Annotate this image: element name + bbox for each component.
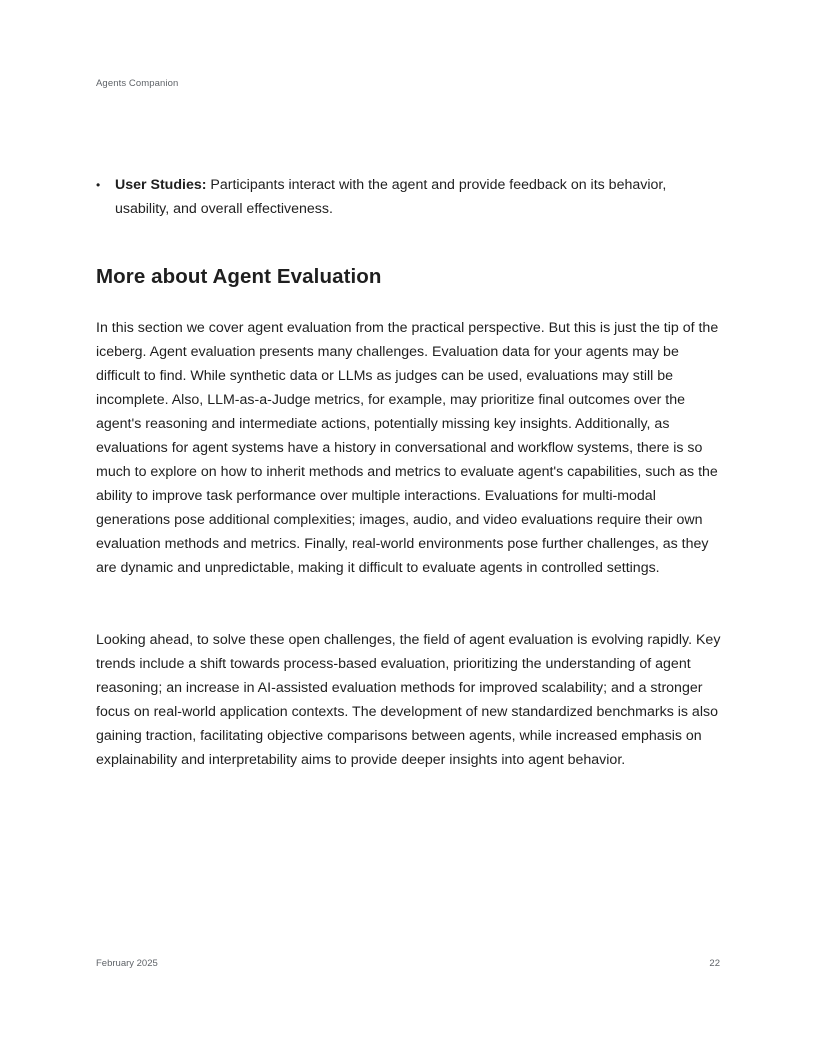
running-header: Agents Companion <box>96 78 179 89</box>
page-number: 22 <box>709 958 720 969</box>
body-paragraph-1: In this section we cover agent evaluation from the practical perspective. But this is just the tip of the iceberg. Agent evaluation presents many challenges. Evaluation data for your agents may be difficult to find. While synthetic data or LLMs as judges can be used, evaluations may still be incomplete. Also, LLM-as-a-Judge metrics, for example, may prioritize final outcomes over the agent's reasoning and intermediate actions, potentially missing key insights. Additionally, as evaluations for agent systems have a history in conversational and workflow systems, there is so much to explore on how to inherit methods and metrics to evaluate agent's capabilities, such as the ability to improve task performance over multiple interactions. Evaluations for multi-modal generations pose additional complexities; images, audio, and video evaluations require their own evaluation methods and metrics. Finally, real-world environments pose further challenges, as they are dynamic and unpredictable, making it difficult to evaluate agents in controlled settings. <box>96 320 719 576</box>
body-paragraph-2: Looking ahead, to solve these open challenges, the field of agent evaluation is evolving rapidly. Key trends include a shift towards process-based evaluation, prioritizing the understanding of agent reasoning; an increase in AI-assisted evaluation methods for improved scalability; and a stronger focus on real-world application contexts. The development of new standardized benchmarks is also gaining traction, facilitating objective comparisons between agents, while increased emphasis on explainability and interpretability aims to provide deeper insights into agent behavior. <box>96 632 721 768</box>
footer-date: February 2025 <box>96 958 158 969</box>
bullet-list <box>96 173 724 221</box>
section-heading: More about Agent Evaluation <box>96 265 382 288</box>
bullet-text: Participants interact with the agent and provide feedback on its behavior, usability, and overall effectiveness. <box>115 177 667 217</box>
bullet-icon: • <box>96 178 101 192</box>
list-item <box>96 173 724 221</box>
page-content <box>96 173 724 768</box>
bullet-term: User Studies: <box>115 177 207 193</box>
